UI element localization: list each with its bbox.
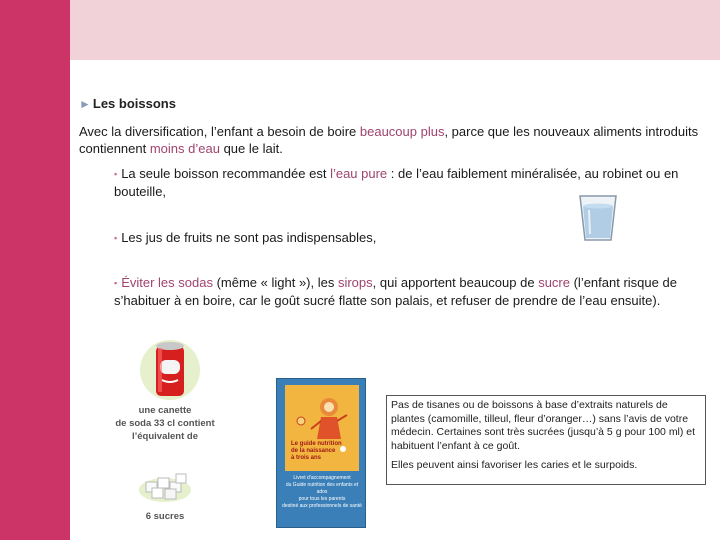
intro-text-2: , parce que les nouveaux aliments introduits contiennent [79,124,699,156]
bullet-sodas [114,274,704,309]
herbal-tea-warning-box [386,395,706,485]
warning-paragraph-2: Elles peuvent ainsi favoriser les caries et le surpoids. [391,459,638,471]
cover-subtitle-line-1: Livret d’accompagnement [293,475,351,481]
bullet-dot-icon: ▪ [114,169,118,179]
bullet-sodas-highlight-3: sucre [538,275,570,290]
bullet-dot-icon: ▪ [114,278,118,288]
bullet-sodas-highlight-1: Éviter les sodas [121,275,213,290]
cover-title-line-1: Le guide nutrition [291,441,342,447]
bullet-juice [114,229,554,247]
cover-illustration [285,385,359,471]
cover-subtitle-line-3: pour tous les parents [298,496,346,502]
can-caption-line-1: une canette [138,405,192,416]
cover-subtitle-line-2: du Guide nutrition des enfants et ados [285,482,359,495]
bullet-dot-icon: ▪ [114,233,118,243]
intro-highlight-1: beaucoup plus [359,124,445,139]
bullet-sodas-text-1: (même « light »), les [212,275,338,290]
intro-paragraph [79,123,699,157]
heading-text: Les boissons [92,96,176,111]
bullet-sodas-text-2: , qui apportent beaucoup de [372,275,539,290]
cover-title-line-3: à trois ans [291,455,322,461]
bullet-water-text-2: : de l’eau faiblement minéralisée, au robinet ou en bouteille, [114,166,679,199]
soda-sugar-illustration [110,336,220,526]
header-band [70,0,720,60]
cover-title-line-2: de la naissance [291,448,336,454]
left-accent-bar [0,0,70,540]
intro-highlight-2: moins d’eau [149,141,220,156]
bullet-sodas-text-3: (l’enfant risque de s’habituer à en boire, car le goût sucré flatte son palais, et refuser de prendre de l’eau ensuite). [114,275,677,308]
warning-paragraph-1: Pas de tisanes ou de boissons à base d’extraits naturels de plantes (camomille, tilleul, fleur d’oranger…) sans l’avis de votre médecin. Certaines sont très sucrées (jusqu’à 5 g pour 100 ml) et habituent l’enfant à ce goût. [391,399,696,452]
bullet-water-highlight: l’eau pure [330,166,388,181]
cover-title [291,441,351,462]
cover-subtitle [281,475,363,510]
can-caption-line-2: de soda 33 cl contient [115,418,215,429]
intro-text-3: que le lait. [219,141,283,156]
intro-text-1: Avec la diversification, l’enfant a besoin de boire [79,124,360,139]
sugar-cubes-icon [138,468,192,504]
nutrition-guide-cover [276,378,366,528]
can-caption [110,404,220,443]
section-heading [79,96,176,111]
sugar-caption: 6 sucres [145,511,185,522]
can-caption-line-3: l’équivalent de [132,431,198,442]
water-glass-icon [576,190,620,244]
arrow-icon: ► [79,97,91,111]
bullet-water-text-1: La seule boisson recommandée est [121,166,331,181]
bullet-sodas-highlight-2: sirops [337,275,373,290]
cover-subtitle-line-4: destiné aux professionnels de santé [282,503,362,509]
bullet-juice-text: Les jus de fruits ne sont pas indispensables, [121,230,377,245]
soda-can-icon [132,336,202,402]
